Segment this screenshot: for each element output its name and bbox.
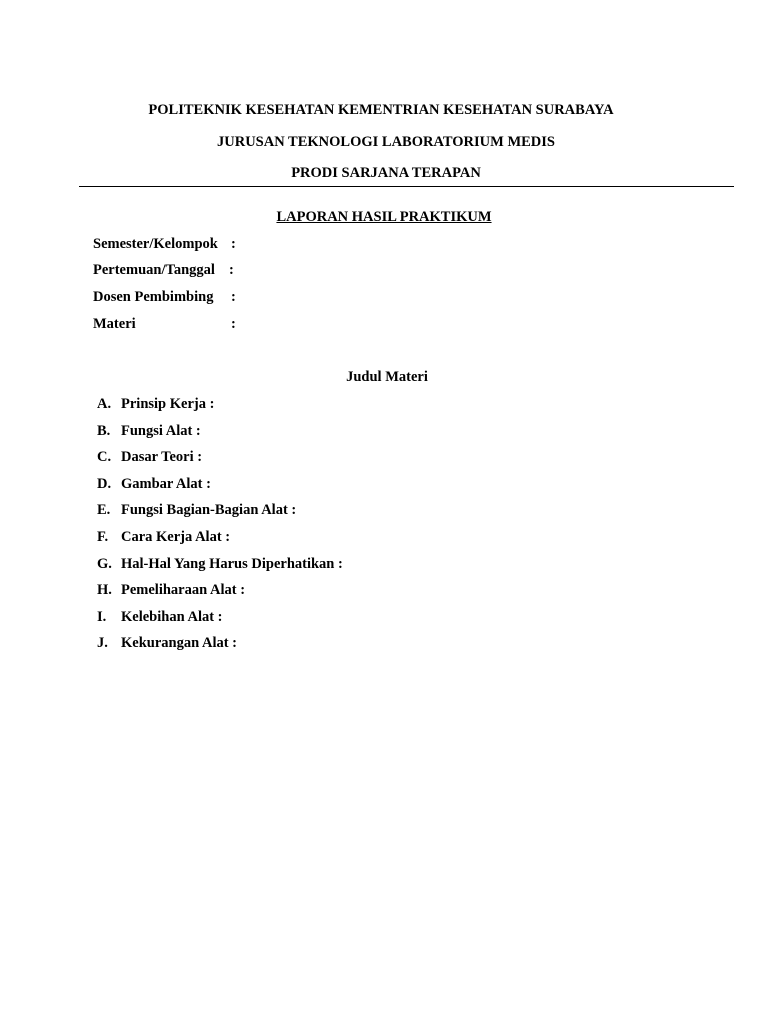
list-item-text: Fungsi Bagian-Bagian Alat :: [121, 502, 297, 519]
list-marker: D.: [97, 475, 112, 492]
list-marker: C.: [97, 449, 112, 466]
list-item-text: Kekurangan Alat :: [121, 635, 238, 652]
department-name: JURUSAN TEKNOLOGI LABORATORIUM MEDIS: [217, 134, 555, 150]
program-name: PRODI SARJANA TERAPAN: [291, 165, 481, 181]
field-colon: :: [231, 289, 236, 305]
institution-name: POLITEKNIK KESEHATAN KEMENTRIAN KESEHATAN SURABAYA: [148, 102, 614, 118]
list-item-text: Dasar Teori :: [121, 449, 203, 466]
list-item-text: Cara Kerja Alat :: [121, 528, 231, 545]
list-item-text: Pemeliharaan Alat :: [121, 582, 246, 599]
list-marker: I.: [97, 608, 107, 625]
list-item-text: Fungsi Alat :: [121, 422, 201, 439]
field-colon: :: [231, 316, 236, 332]
list-marker: A.: [97, 396, 112, 412]
report-title: LAPORAN HASIL PRAKTIKUM: [276, 209, 492, 225]
header-divider: [79, 186, 734, 187]
field-colon: :: [229, 262, 234, 278]
field-label: Materi: [93, 316, 136, 332]
list-item-text: Gambar Alat :: [121, 475, 211, 492]
list-marker: F.: [97, 528, 109, 545]
list-item-text: Kelebihan Alat :: [121, 608, 223, 625]
list-item-text: Prinsip Kerja :: [121, 396, 215, 412]
field-colon: :: [231, 236, 236, 252]
list-marker: E.: [97, 502, 111, 519]
list-marker: J.: [97, 635, 108, 652]
section-title: Judul Materi: [346, 369, 428, 385]
list-marker: H.: [97, 582, 112, 599]
field-label: Semester/Kelompok: [93, 236, 218, 252]
list-item-text: Hal-Hal Yang Harus Diperhatikan :: [121, 555, 343, 572]
list-marker: B.: [97, 422, 111, 439]
list-marker: G.: [97, 555, 112, 572]
field-label: Dosen Pembimbing: [93, 289, 214, 305]
field-label: Pertemuan/Tanggal: [93, 262, 215, 278]
